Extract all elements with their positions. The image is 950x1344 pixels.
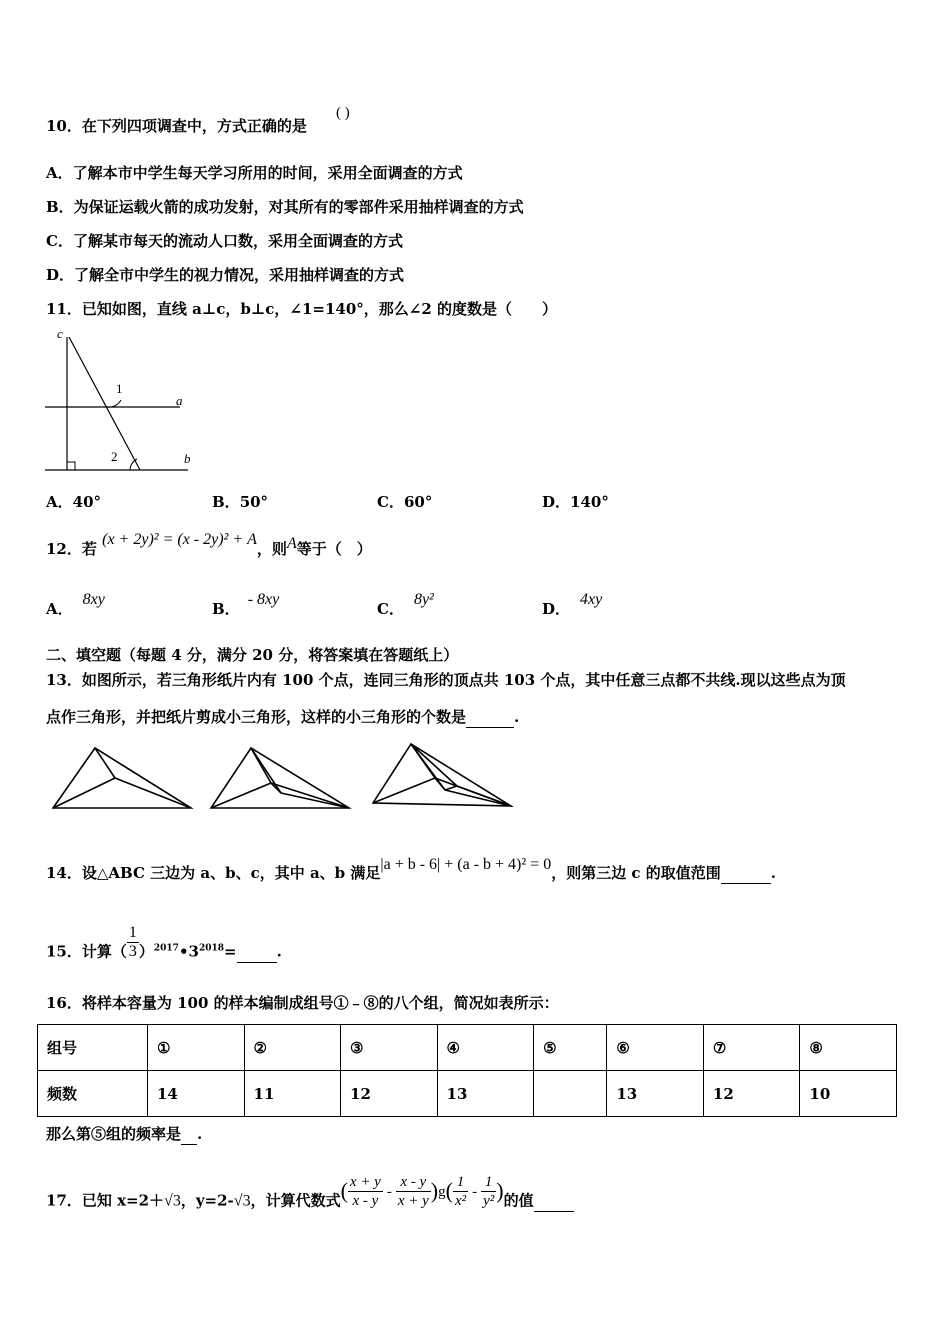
q10-answer-paren: ( ) (336, 105, 350, 121)
table-cell: ① (148, 1025, 245, 1071)
table-cell: ⑧ (800, 1025, 897, 1071)
label-angle2: 2 (111, 449, 118, 464)
q10-option-d: D．了解全市中学生的视力情况，采用抽样调查的方式 (46, 266, 405, 284)
q17-fraction-4: $\frac{1}{\text{y²}}$ (483, 1174, 495, 1209)
table-cell: ② (244, 1025, 341, 1071)
frequency-table (37, 1024, 897, 1117)
table-cell: 12 (341, 1071, 438, 1117)
table-cell: 13 (437, 1071, 534, 1117)
angle2-arc (130, 459, 137, 470)
table-cell: 11 (244, 1071, 341, 1117)
angle1-arc (107, 400, 121, 407)
q12-option-a: A．8xy (46, 591, 105, 618)
label-b: b (184, 451, 191, 466)
q13-line2: 点作三角形，并把纸片剪成小三角形，这样的小三角形的个数是 . (46, 708, 520, 726)
q14-equation: |a + b - 6| + (a - b + 4)² = 0 (380, 856, 552, 873)
q11-option-b: B．50° (212, 493, 269, 511)
table-row (38, 1025, 897, 1071)
q10-stem: 10．在下列四项调查中，方式正确的是 (46, 117, 307, 135)
label-c: c (57, 326, 63, 341)
section-2-title: 二、填空题（每题 4 分，满分 20 分，将答案填在答题纸上） (46, 646, 459, 664)
q17-stem: 17．已知 x=2＋√3，y=2-√3，计算代数式( $\frac{x + y}{x - y}$ - $\frac{x - y}{x + y}$ )g( $\frac{1}{\text{x²}}$ - $\frac{1}{\text{y²}}$ )的值 (46, 1183, 574, 1220)
q10-option-c: C．了解某市每天的流动人口数，采用全面调查的方式 (46, 232, 403, 250)
q11-figure (40, 325, 210, 480)
q12-option-c: C．8y² (377, 591, 434, 618)
q12-option-b: B．- 8xy (212, 591, 280, 618)
q16-question: 那么第⑤组的频率是 . (46, 1125, 203, 1143)
q17-fraction-3: $\frac{1}{\text{x²}}$ (454, 1174, 467, 1209)
q17-fraction-1: $\frac{x + y}{x - y}$ (349, 1174, 381, 1209)
q10-option-a: A．了解本市中学生每天学习所用的时间，采用全面调查的方式 (46, 164, 463, 182)
table-cell: ③ (341, 1025, 438, 1071)
table-cell: 13 (607, 1071, 704, 1117)
table-cell: 频数 (38, 1071, 148, 1117)
q17-fraction-2: $\frac{x - y}{x + y}$ (397, 1174, 429, 1209)
table-cell: 12 (703, 1071, 800, 1117)
q11-option-a: A．40° (46, 493, 102, 511)
table-cell: ⑤ (534, 1025, 607, 1071)
q15-fraction: $\frac{1}{3}$ (128, 924, 137, 960)
triangle-figure-2 (211, 748, 349, 808)
q12-stem: 12．若 (x + 2y)² = (x - 2y)² + A，则A等于（ ） (46, 531, 372, 558)
table-cell (534, 1071, 607, 1117)
q10-option-b: B．为保证运载火箭的成功发射，对其所有的零部件采用抽样调查的方式 (46, 198, 524, 216)
q13-figures (45, 738, 545, 813)
q16-answer-blank[interactable] (181, 1124, 197, 1145)
q17-answer-blank[interactable] (534, 1191, 574, 1212)
table-cell: 14 (148, 1071, 245, 1117)
q12-equation: (x + 2y)² = (x - 2y)² + A (102, 531, 257, 548)
q15-stem: 15．计算（ $\frac{1}{3}$ ）$^{2017}•3^{2018}=$ . (46, 924, 282, 961)
table-cell: 组号 (38, 1025, 148, 1071)
q16-stem: 16．将样本容量为 100 的样本编制成组号①﹣⑧的八个组，简况如表所示： (46, 994, 559, 1012)
q11-stem: 11．已知如图，直线 a⊥c，b⊥c，∠1=140°，那么∠2 的度数是（ ） (46, 300, 557, 318)
right-angle-mark (67, 462, 75, 470)
table-cell: ⑥ (607, 1025, 704, 1071)
triangle-figure-3 (373, 744, 511, 806)
q11-option-c: C．60° (377, 493, 433, 511)
q13-line1: 13．如图所示，若三角形纸片内有 100 个点，连同三角形的顶点共 103 个点，其中任意三点都不共线.现以这些点为顶 (46, 671, 846, 689)
q14-answer-blank[interactable] (721, 863, 771, 884)
table-cell: 10 (800, 1071, 897, 1117)
triangle-figure-1 (53, 748, 191, 808)
q15-answer-blank[interactable] (237, 942, 277, 963)
table-row (38, 1071, 897, 1117)
table-cell: ④ (437, 1025, 534, 1071)
transversal (69, 337, 140, 470)
q11-option-d: D．140° (542, 493, 609, 511)
q14-stem: 14．设△ABC 三边为 a、b、c，其中 a、b 满足|a + b - 6| + (a - b + 4)² = 0，则第三边 c 的取值范围 . (46, 856, 777, 882)
q13-answer-blank[interactable] (466, 707, 514, 728)
label-a: a (176, 393, 183, 408)
label-angle1: 1 (116, 381, 123, 396)
table-cell: ⑦ (703, 1025, 800, 1071)
q12-option-d: D．4xy (542, 591, 603, 618)
